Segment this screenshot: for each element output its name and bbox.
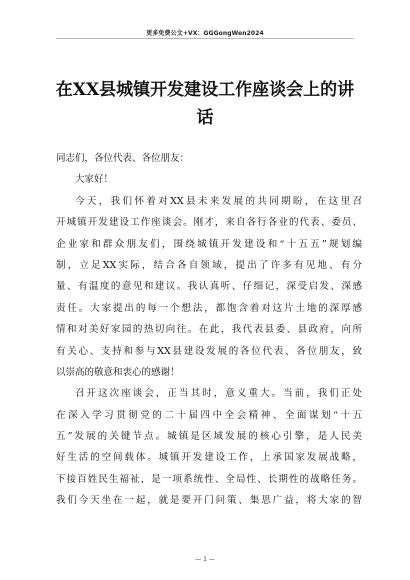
paragraph-2-line: 在深入学习贯彻党的二十届四中全会精神、全面谋划“十五 bbox=[56, 409, 362, 421]
paragraph-2-line: 召开这次座谈会，正当其时，意义重大。当前，我们正处 bbox=[75, 388, 362, 400]
title-line-2: 话 bbox=[196, 108, 214, 128]
paragraph-2-line: 下接百姓民生福祉，是一项系统性、全局性、长期性的战略任务。 bbox=[56, 473, 362, 485]
document-title bbox=[50, 76, 360, 132]
paragraph-1-line: 制，立足XX实际，结合各自领域，提出了许多有见地、有分 bbox=[56, 259, 362, 271]
header-divider bbox=[56, 38, 354, 39]
paragraph-1-line: 今天，我们怀着对XX县未来发展的共同期盼，在这里召 bbox=[75, 195, 362, 207]
paragraph-1-line: 情和对美好家园的热切向往。在此，我代表县委、县政府，向所 bbox=[56, 324, 362, 336]
paragraph-1-line: 以崇高的敬意和衷心的感谢！ bbox=[56, 366, 180, 378]
header-note: 更多免费公文+VX：GGGongWen2024 bbox=[146, 30, 264, 37]
salutation: 同志们，各位代表、各位朋友： bbox=[56, 153, 190, 164]
paragraph-2-line: 我们今天坐在一起，就是要开门问策、集思广益，将大家的智 bbox=[56, 495, 362, 507]
greeting: 大家好！ bbox=[75, 174, 114, 186]
paragraph-2-line: 五”发展的关键节点。城镇是区域发展的核心引擎，是人民美 bbox=[56, 431, 362, 443]
title-line-1: 在XX县城镇开发建设工作座谈会上的讲 bbox=[55, 80, 355, 100]
page-number: — 1 — bbox=[195, 556, 215, 563]
paragraph-2-line: 好生活的空间载体。城镇开发建设工作，上承国家发展战略， bbox=[56, 452, 362, 464]
document-body bbox=[56, 148, 362, 512]
paragraph-1-line: 企业家和群众朋友们，围绕城镇开发建设和“十五五”规划编 bbox=[56, 238, 362, 250]
paragraph-1-line: 开城镇开发建设工作座谈会。刚才，来自各行各业的代表、委员、 bbox=[56, 217, 362, 229]
paragraph-1-line: 量、有温度的意见和建议。我认真听、仔细记，深受启发、深感 bbox=[56, 281, 362, 293]
paragraph-1-line: 有关心、支持和参与XX县建设发展的各位代表、各位朋友，致 bbox=[56, 345, 362, 357]
paragraph-1-line: 责任。大家提出的每一个想法，都饱含着对这片土地的深厚感 bbox=[56, 302, 362, 314]
